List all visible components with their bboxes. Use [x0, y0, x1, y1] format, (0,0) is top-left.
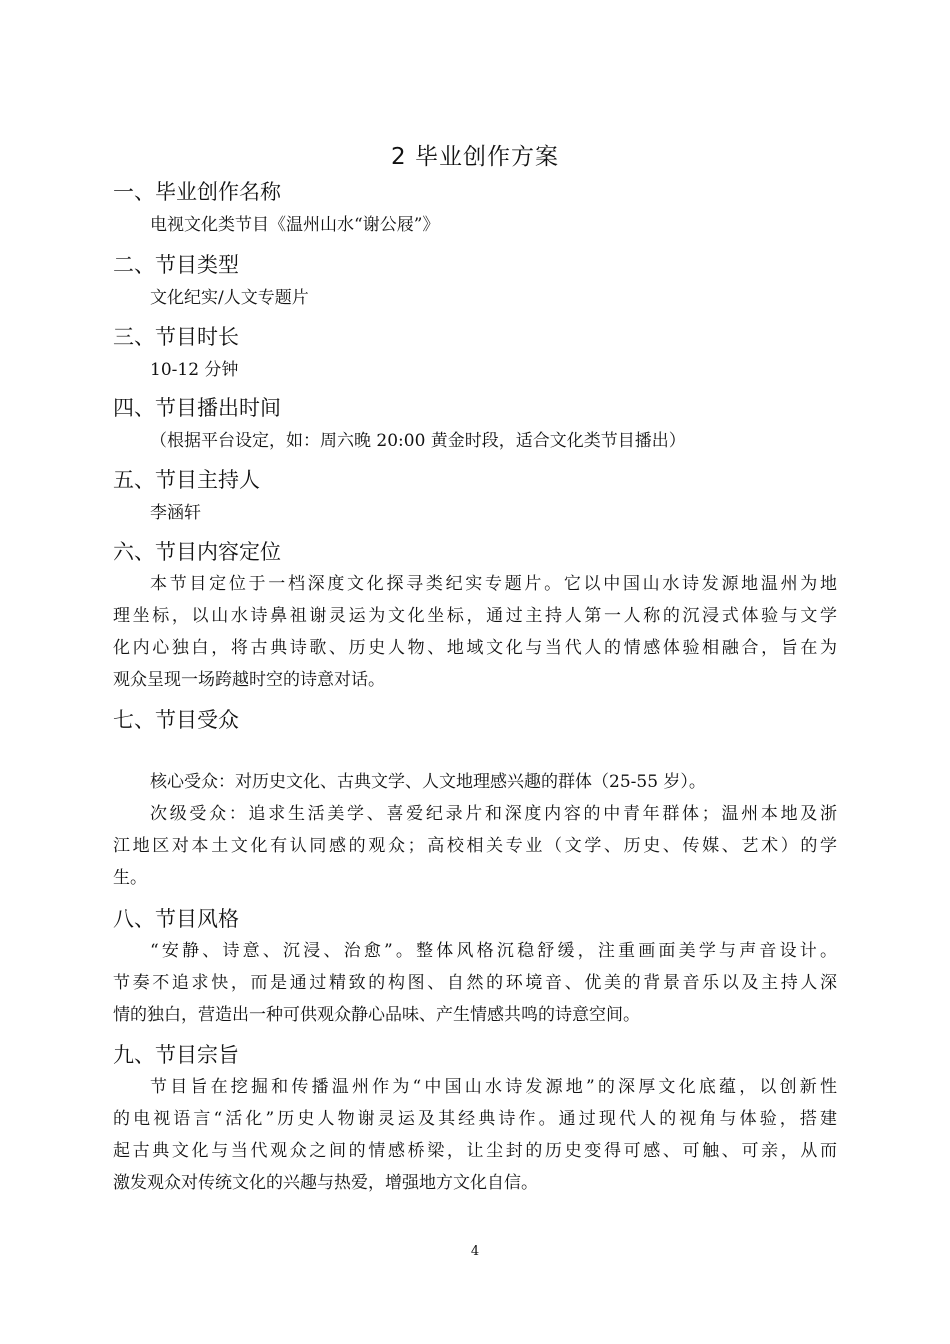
section-9-line-4: 激发观众对传统文化的兴趣与热爱，增强地方文化自信。	[113, 1173, 538, 1193]
section-heading-5: 五、节目主持人	[113, 468, 260, 492]
section-7-line-3: 江地区对本土文化有认同感的观众；高校相关专业（文学、历史、传媒、艺术）的学	[113, 836, 837, 856]
section-4-line-1: （根据平台设定，如：周六晚 20:00 黄金时段，适合文化类节目播出）	[150, 431, 686, 451]
section-7-line-4: 生。	[113, 868, 147, 888]
section-heading-6: 六、节目内容定位	[113, 540, 281, 564]
section-3-line-1: 10-12 分钟	[150, 360, 239, 380]
section-heading-9: 九、节目宗旨	[113, 1043, 239, 1067]
section-1-line-1: 电视文化类节目《温州山水“谢公屐”》	[150, 215, 440, 235]
section-heading-7: 七、节目受众	[113, 708, 239, 732]
section-6-line-2: 理坐标，以山水诗鼻祖谢灵运为文化坐标，通过主持人第一人称的沉浸式体验与文学	[113, 606, 837, 626]
page-number: 4	[470, 1244, 480, 1259]
section-5-line-1: 李涵轩	[150, 503, 201, 523]
section-6-line-3: 化内心独白，将古典诗歌、历史人物、地域文化与当代人的情感体验相融合，旨在为	[113, 638, 837, 658]
section-6-line-4: 观众呈现一场跨越时空的诗意对话。	[113, 670, 385, 690]
section-7-line-1: 核心受众：对历史文化、古典文学、人文地理感兴趣的群体（25-55 岁）。	[150, 772, 706, 792]
section-7-line-2: 次级受众：追求生活美学、喜爱纪录片和深度内容的中青年群体；温州本地及浙	[150, 804, 837, 824]
section-heading-2: 二、节目类型	[113, 253, 239, 277]
section-heading-3: 三、节目时长	[113, 325, 239, 349]
section-heading-4: 四、节目播出时间	[113, 396, 281, 420]
section-heading-1: 一、毕业创作名称	[113, 180, 281, 204]
section-9-line-3: 起古典文化与当代观众之间的情感桥梁，让尘封的历史变得可感、可触、可亲，从而	[113, 1141, 837, 1161]
section-8-line-1: “安静、诗意、沉浸、治愈”。整体风格沉稳舒缓，注重画面美学与声音设计。	[150, 941, 837, 961]
section-8-line-2: 节奏不追求快，而是通过精致的构图、自然的环境音、优美的背景音乐以及主持人深	[113, 973, 837, 993]
section-9-line-2: 的电视语言“活化”历史人物谢灵运及其经典诗作。通过现代人的视角与体验，搭建	[113, 1109, 837, 1129]
section-2-line-1: 文化纪实/人文专题片	[150, 288, 309, 308]
section-9-line-1: 节目旨在挖掘和传播温州作为“中国山水诗发源地”的深厚文化底蕴，以创新性	[150, 1077, 837, 1097]
section-heading-8: 八、节目风格	[113, 907, 239, 931]
page-title: 2 毕业创作方案	[391, 144, 559, 170]
section-8-line-3: 情的独白，营造出一种可供观众静心品味、产生情感共鸣的诗意空间。	[113, 1005, 640, 1025]
section-6-line-1: 本节目定位于一档深度文化探寻类纪实专题片。它以中国山水诗发源地温州为地	[150, 574, 837, 594]
